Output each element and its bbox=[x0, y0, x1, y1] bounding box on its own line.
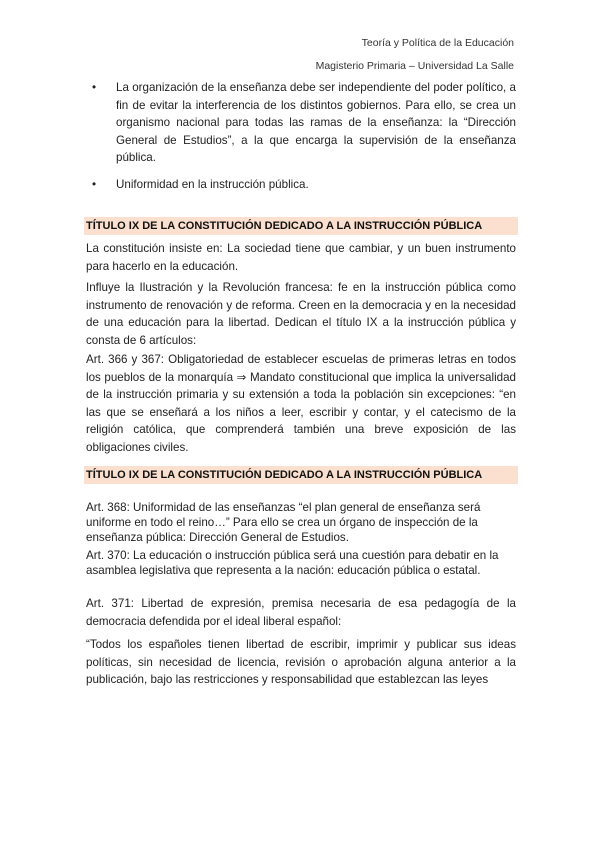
bullet-icon: • bbox=[92, 177, 97, 191]
paragraph: Influye la Ilustración y la Revolución francesa: fe en la instrucción pública como instrumento de renovación y de reforma. Creen en la democracia y en la necesidad de una educación para la libertad. Dedican el título IX a la instrucción pública y consta de 6 artículos: bbox=[86, 281, 516, 347]
section-heading: TÍTULO IX DE LA CONSTITUCIÓN DEDICADO A LA INSTRUCCIÓN PÚBLICA bbox=[84, 217, 518, 235]
section-heading: TÍTULO IX DE LA CONSTITUCIÓN DEDICADO A LA INSTRUCCIÓN PÚBLICA bbox=[84, 466, 518, 484]
list-item bbox=[86, 79, 516, 167]
bullet-list bbox=[86, 79, 516, 202]
paragraph: Art. 371: Libertad de expresión, premisa necesaria de esa pedagogía de la democracia defendida por el ideal liberal español: bbox=[86, 597, 516, 628]
list-item-text: Uniformidad en la instrucción pública. bbox=[116, 177, 309, 191]
paragraph: Art. 368: Uniformidad de las enseñanzas “el plan general de enseñanza será uniforme en todo el reino…” Para ello se crea un órgano de inspección de la enseñanza pública: Dirección General de Estudios. bbox=[86, 501, 481, 544]
list-item bbox=[86, 176, 516, 194]
list-item-text: La organización de la enseñanza debe ser independiente del poder político, a fin de evitar la interferencia de los distintos gobiernos. Para ello, se crea un organismo nacional para todas las ramas de la enseñanza: la “Dirección General de Estudios”, a la que encarga la supervisión de la enseñanza pública. bbox=[116, 81, 516, 164]
paragraph: Art. 366 y 367: Obligatoriedad de establecer escuelas de primeras letras en todos los pueblos de la monarquía ⇒ Mandato constitucional que implica la universalidad de la instrucción primaria y su extensión a toda la población sin excepciones: “en las que se enseñará a los niños a leer, escribir y contar, y el catecismo de la religión católica, que comprenderá también una breve exposición de las obligaciones civiles. bbox=[86, 353, 516, 454]
bullet-icon: • bbox=[92, 81, 97, 94]
header-program: Magisterio Primaria – Universidad La Salle bbox=[315, 60, 514, 72]
paragraph: Art. 370: La educación o instrucción pública será una cuestión para debatir en la asamblea legislativa que representa a la nación: educación pública o estatal. bbox=[86, 549, 499, 577]
header-course-title: Teoría y Política de la Educación bbox=[361, 37, 514, 49]
quote-paragraph: “Todos los españoles tienen libertad de escribir, imprimir y publicar sus ideas políticas, sin necesidad de licencia, revisión o aprobación alguna anterior a la publicación, bajo las restricciones y responsabilidad que establezcan las leyes bbox=[86, 638, 516, 686]
paragraph: La constitución insiste en: La sociedad tiene que cambiar, y un buen instrumento para hacerlo en la educación. bbox=[86, 242, 516, 273]
